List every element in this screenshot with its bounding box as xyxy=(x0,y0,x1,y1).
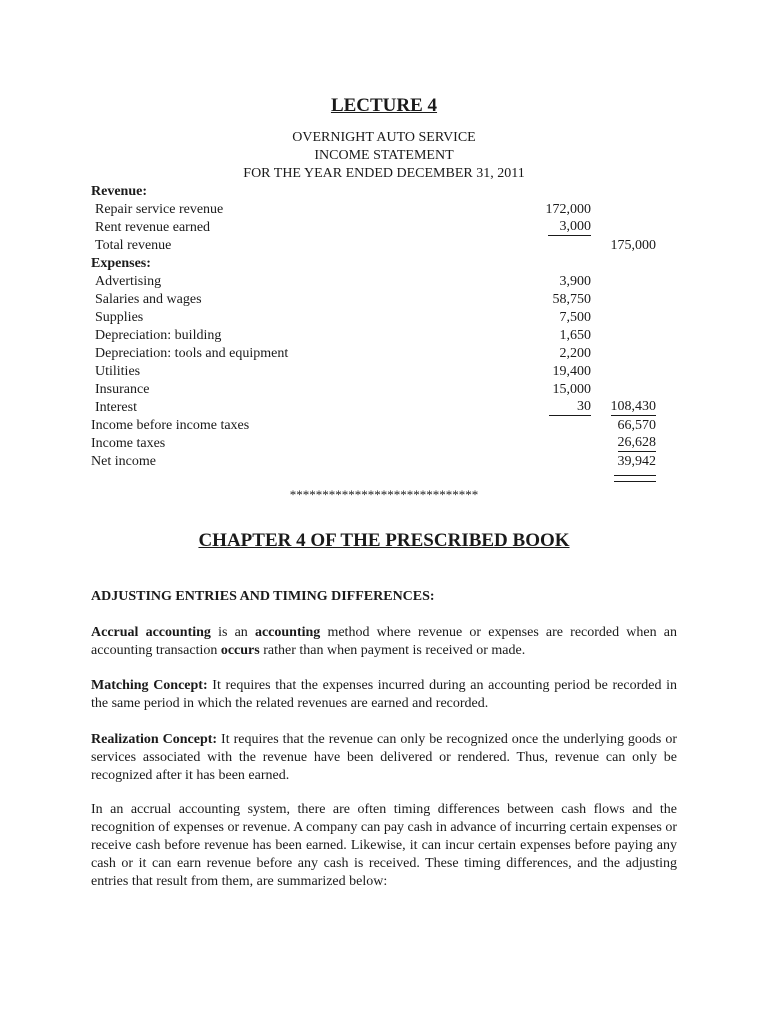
company-name: OVERNIGHT AUTO SERVICE xyxy=(292,130,476,145)
row-total: 175,000 xyxy=(610,238,656,253)
row-label: Income taxes xyxy=(91,436,166,451)
income-before-tax-row xyxy=(0,417,768,435)
row-amount: 172,000 xyxy=(545,202,591,217)
text: is an xyxy=(210,625,255,640)
row-label: Net income xyxy=(91,454,156,469)
term: Matching Concept: xyxy=(91,678,208,693)
expense-row xyxy=(0,273,768,291)
term: Accrual accounting xyxy=(91,625,211,640)
row-label: Supplies xyxy=(95,310,144,325)
row-amount: 3,000 xyxy=(548,219,592,236)
timing-paragraph: In an accrual accounting system, there are often timing differences between cash flows and the recognition of expenses or revenue. A company can pay cash in advance of incurring certain expenses or receive cash before revenue has been earned. Likewise, it can incur certain expenses before paying any cash or it can earn revenue before any cash is received. These timing differences, and the adjusting entries that result from them, are summarized below: xyxy=(91,802,677,889)
row-amount: 19,400 xyxy=(552,364,591,379)
expense-row xyxy=(0,309,768,327)
expense-row xyxy=(0,381,768,399)
row-label: Repair service revenue xyxy=(95,202,224,217)
net-income-row xyxy=(0,453,768,471)
row-amount: 58,750 xyxy=(552,292,591,307)
statement-period: FOR THE YEAR ENDED DECEMBER 31, 2011 xyxy=(243,166,525,181)
row-label: Rent revenue earned xyxy=(95,220,211,235)
text: method where revenue or expenses are recorded when an accounting transaction xyxy=(91,625,677,658)
accrual-paragraph xyxy=(91,624,677,660)
row-amount: 3,900 xyxy=(559,274,591,289)
row-label: Income before income taxes xyxy=(91,418,250,433)
separator-stars: ***************************** xyxy=(289,487,479,502)
row-label: Utilities xyxy=(95,364,141,379)
row-label: Depreciation: tools and equipment xyxy=(95,346,289,361)
row-total: 39,942 xyxy=(617,454,656,469)
statement-name: INCOME STATEMENT xyxy=(314,148,454,163)
income-row xyxy=(0,219,768,237)
revenue-heading-row xyxy=(0,183,768,201)
row-label: Salaries and wages xyxy=(95,292,202,307)
expense-row xyxy=(0,399,768,417)
term: occurs xyxy=(220,643,260,658)
expenses-heading: Expenses: xyxy=(91,256,151,271)
total-revenue-row xyxy=(0,237,768,255)
expense-row xyxy=(0,327,768,345)
row-amount: 1,650 xyxy=(559,328,591,343)
row-amount: 15,000 xyxy=(552,382,591,397)
term: Realization Concept: xyxy=(91,732,218,747)
expense-row xyxy=(0,363,768,381)
row-total: 66,570 xyxy=(617,418,656,433)
income-taxes-row xyxy=(0,435,768,453)
income-row xyxy=(0,201,768,219)
row-total: 26,628 xyxy=(617,435,656,450)
row-label: Advertising xyxy=(95,274,162,289)
row-label: Total revenue xyxy=(95,238,172,253)
row-label: Insurance xyxy=(95,382,150,397)
row-amount: 7,500 xyxy=(559,310,591,325)
row-amount: 2,200 xyxy=(559,346,591,361)
row-label: Depreciation: building xyxy=(95,328,222,343)
double-underline xyxy=(614,475,656,482)
expense-row xyxy=(0,291,768,309)
realization-paragraph xyxy=(91,731,677,785)
expenses-heading-row xyxy=(0,255,768,273)
text: It requires that the revenue can only be recognized once the underlying goods or services associated with the revenue have been delivered or rendered. Thus, revenue can only be recognized after it has been earned. xyxy=(91,732,678,783)
expense-row xyxy=(0,345,768,363)
section-heading: ADJUSTING ENTRIES AND TIMING DIFFERENCES: xyxy=(91,589,435,604)
text: It requires that the expenses incurred during an accounting period be recorded in the same period in which the related revenues are earned and recorded. xyxy=(91,678,677,711)
lecture-title: LECTURE 4 xyxy=(330,95,438,116)
expenses-total: 108,430 xyxy=(610,399,656,414)
row-amount: 30 xyxy=(549,399,591,416)
text: rather than when payment is received or made. xyxy=(259,643,526,658)
row-label: Interest xyxy=(95,400,137,415)
revenue-heading: Revenue: xyxy=(91,184,147,199)
chapter-title: CHAPTER 4 OF THE PRESCRIBED BOOK xyxy=(198,530,570,551)
term: accounting xyxy=(254,625,321,640)
matching-paragraph xyxy=(91,677,677,713)
